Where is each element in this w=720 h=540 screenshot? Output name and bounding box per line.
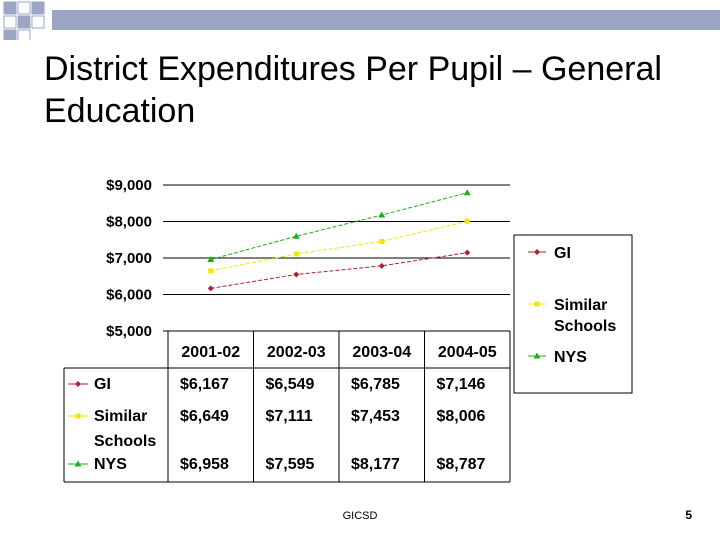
series-line: [211, 221, 468, 271]
row-series-label: Similar: [94, 408, 148, 425]
slide-title: District Expenditures Per Pupil – General Education: [44, 50, 662, 130]
legend-label: Schools: [554, 318, 617, 335]
y-tick-label: $7,000: [106, 250, 152, 267]
data-point: [293, 271, 299, 277]
legend-box: [514, 235, 632, 393]
data-point: [379, 239, 384, 244]
page-number: 5: [685, 508, 692, 522]
x-tick-label: 2002-03: [266, 344, 326, 361]
data-point: [464, 250, 470, 256]
data-point: [465, 219, 470, 224]
table-cell-value: $8,177: [351, 456, 400, 473]
row-legend-marker: [76, 414, 81, 419]
table-cell-value: $8,006: [436, 408, 486, 425]
x-tick-label: 2003-04: [352, 344, 412, 361]
table-cell-value: $8,787: [436, 456, 486, 473]
x-tick-label: 2004-05: [437, 344, 497, 361]
table-cell-value: $6,549: [265, 376, 315, 393]
table-cell-value: $7,111: [265, 408, 313, 425]
table-cell-value: $6,958: [180, 456, 229, 473]
data-point: [208, 268, 213, 273]
y-tick-label: $6,000: [106, 286, 152, 304]
y-tick-label: $9,000: [106, 177, 152, 194]
table-cell-value: $7,595: [265, 456, 315, 473]
data-point: [294, 251, 299, 256]
row-series-label: NYS: [94, 456, 127, 473]
legend-marker: [534, 249, 540, 255]
row-series-label: GI: [94, 376, 111, 393]
y-tick-label: $5,000: [106, 323, 152, 340]
footer-text: GICSD: [342, 510, 378, 522]
legend-label: Similar: [554, 297, 608, 314]
table-cell-value: $7,146: [436, 376, 486, 393]
data-point: [378, 212, 385, 218]
y-tick-label: $8,000: [106, 213, 152, 231]
x-tick-label: 2001-02: [181, 344, 241, 361]
data-point: [379, 263, 385, 269]
data-point: [208, 285, 214, 291]
legend-label: GI: [554, 245, 571, 262]
table-cell-value: $6,785: [351, 376, 400, 393]
series-line: [211, 193, 468, 260]
data-point: [464, 189, 471, 195]
legend-marker: [535, 302, 540, 307]
table-cell-value: $6,167: [180, 376, 229, 393]
table-cell-value: $7,453: [351, 408, 400, 425]
row-legend-marker: [75, 381, 81, 387]
legend-label: NYS: [554, 349, 587, 366]
table-cell-value: $6,649: [180, 408, 229, 425]
row-series-label: Schools: [94, 433, 157, 450]
